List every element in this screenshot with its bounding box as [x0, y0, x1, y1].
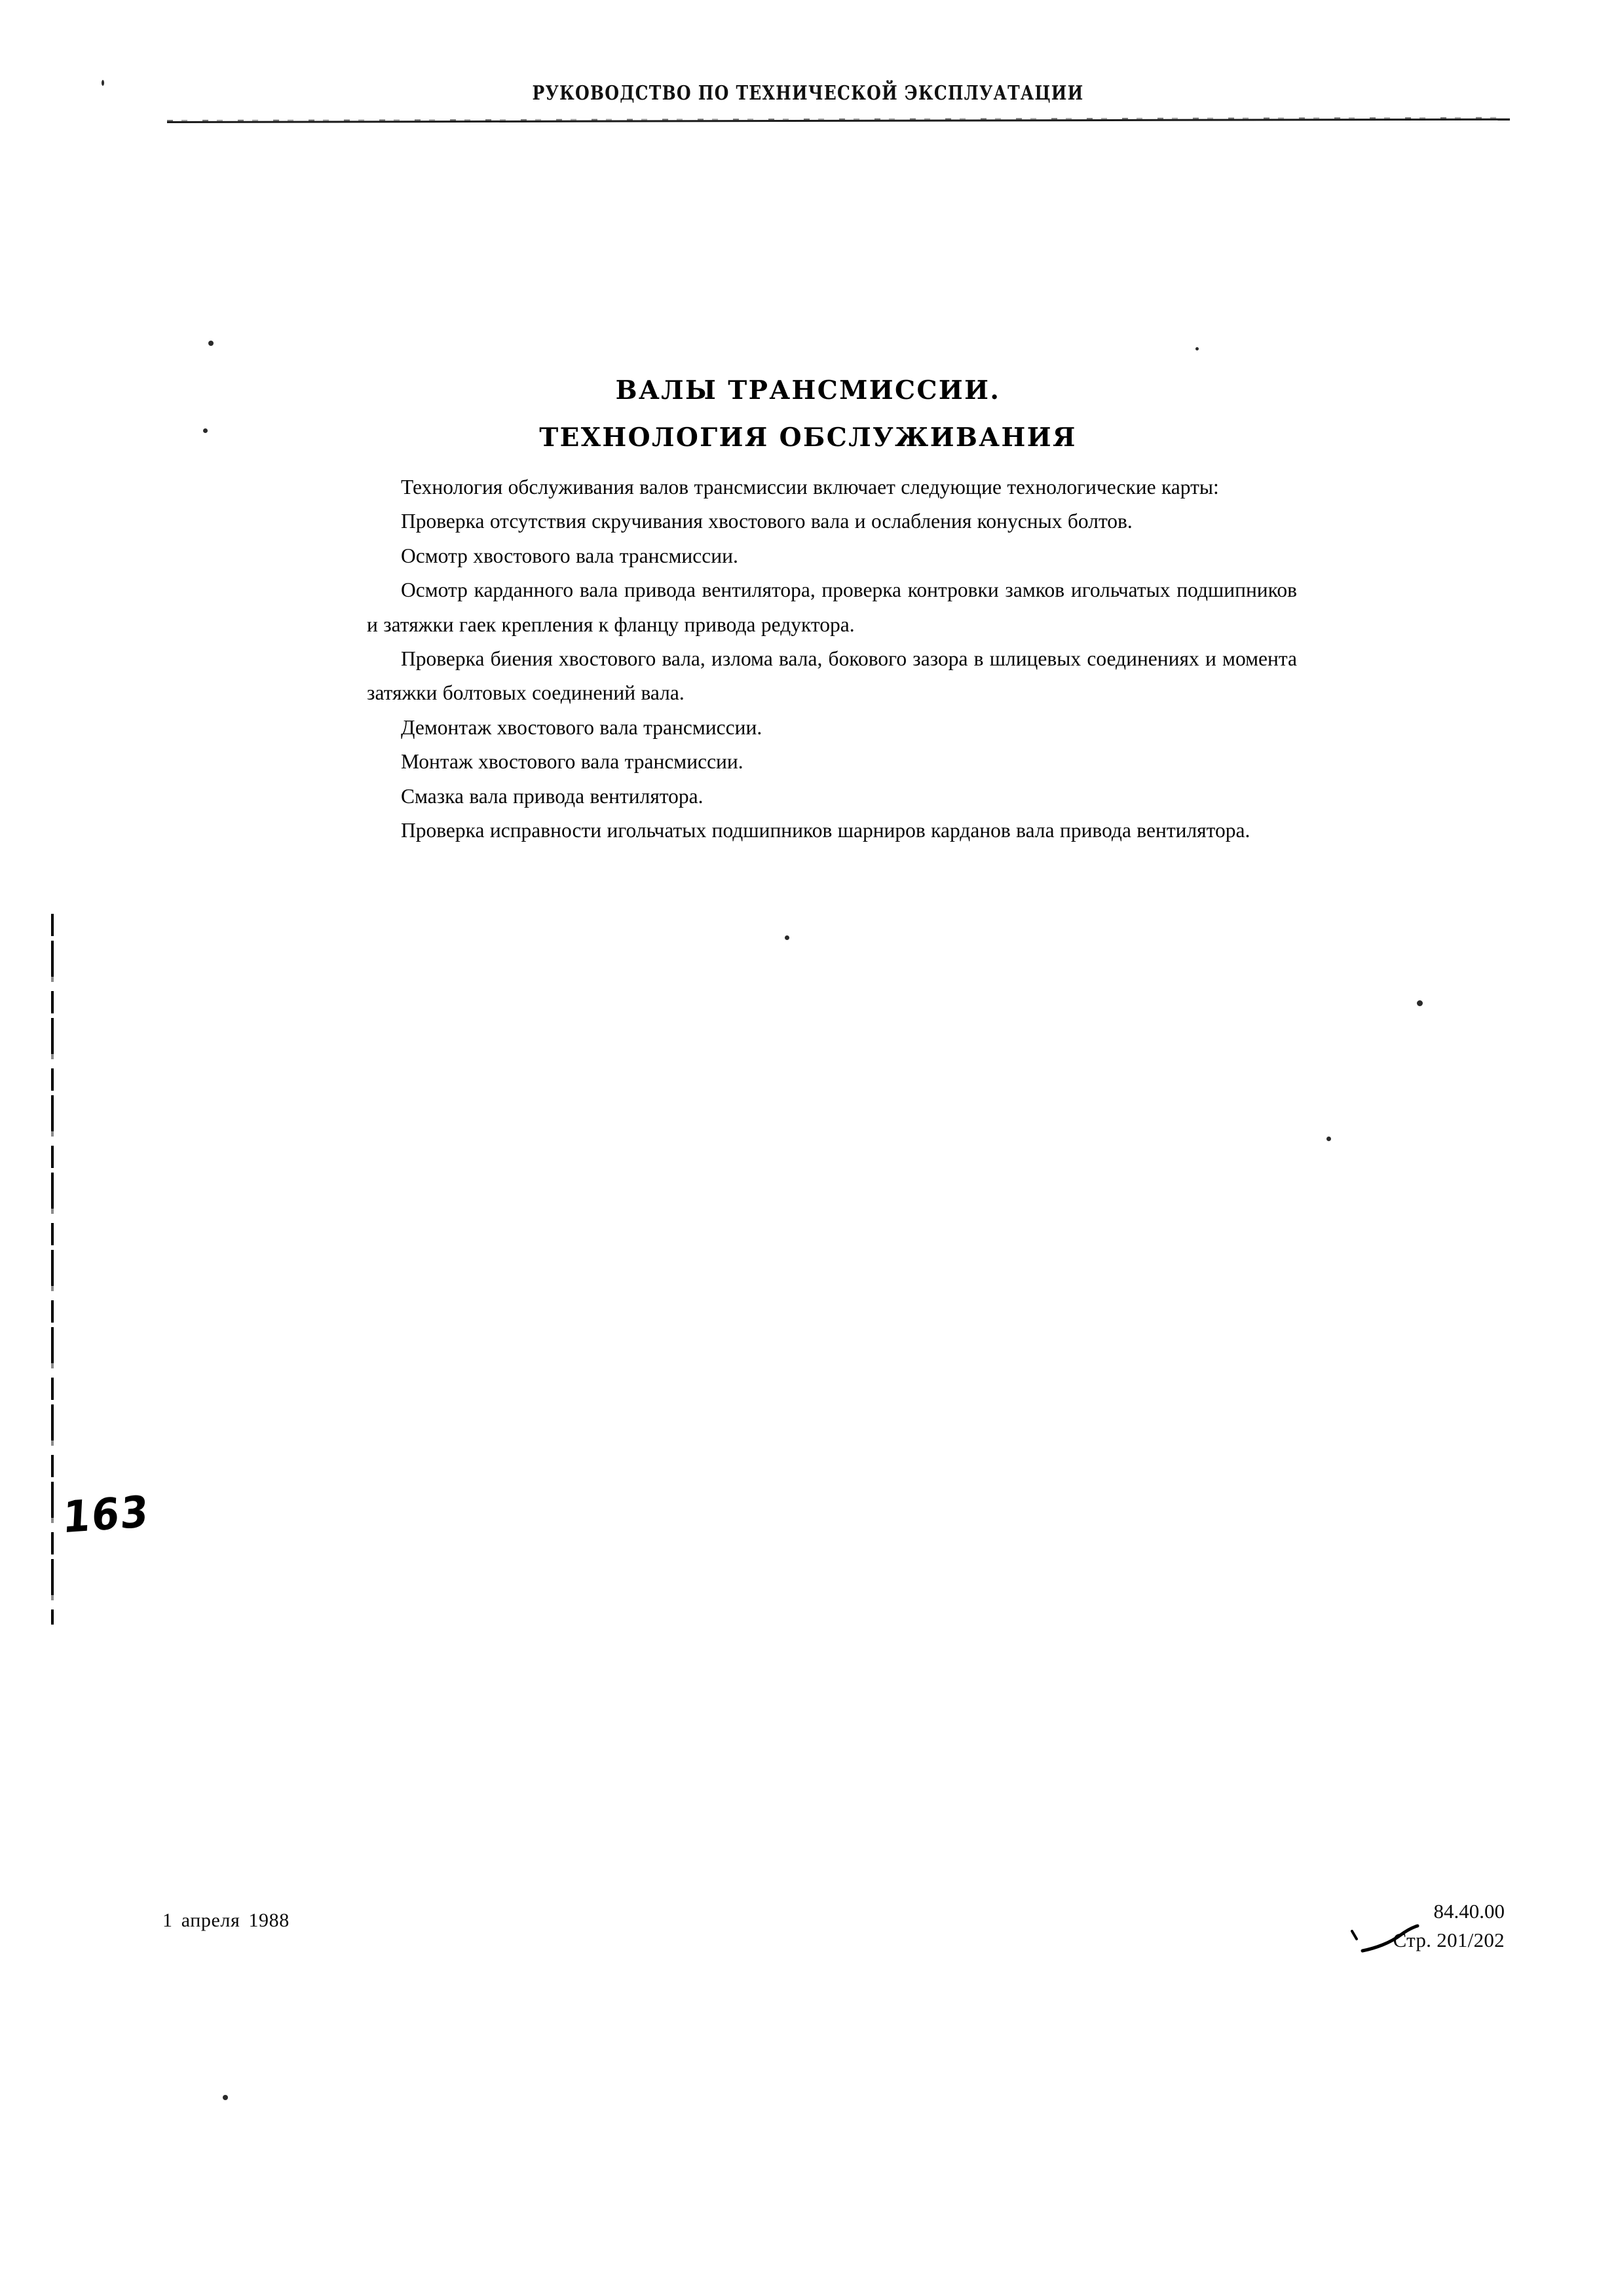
body-paragraph: Проверка исправности игольчатых подшипников шарниров карданов вала привода вентилятора.	[401, 819, 1250, 842]
scan-speck	[208, 341, 214, 346]
body-paragraph: Технология обслуживания валов трансмиссии включает следующие технологические карты:	[401, 476, 1219, 499]
page-title-line-1: ВАЛЫ ТРАНСМИССИИ.	[615, 375, 1001, 405]
scan-speck	[203, 428, 208, 433]
scan-speck	[102, 80, 104, 86]
scan-speck	[223, 2095, 228, 2100]
page-title	[0, 367, 1616, 461]
footer-date: 1 апреля 1988	[162, 1910, 290, 1931]
footer-doc-number: 84.40.00	[1433, 1900, 1505, 1923]
body-paragraph: Монтаж хвостового вала трансмиссии.	[401, 750, 743, 774]
body-paragraph: Демонтаж хвостового вала трансмиссии.	[401, 715, 762, 739]
body-paragraph: Осмотр карданного вала привода вентилятора, проверка контровки замков игольчатых подшипников и затяжки гаек крепления к фланцу привода редуктора.	[367, 578, 1297, 636]
footer-page-label: Стр. 201/202	[1393, 1929, 1505, 1951]
scan-speck	[1195, 347, 1199, 350]
body-text	[367, 470, 1297, 848]
scan-speck	[1417, 1000, 1423, 1006]
running-header: РУКОВОДСТВО ПО ТЕХНИЧЕСКОЙ ЭКСПЛУАТАЦИИ	[532, 82, 1084, 105]
body-paragraph: Смазка вала привода вентилятора.	[401, 784, 704, 808]
handwritten-margin-number: 163	[61, 1486, 151, 1543]
body-paragraph: Осмотр хвостового вала трансмиссии.	[401, 544, 738, 567]
body-paragraph: Проверка отсутствия скручивания хвостового вала и ослабления конусных болтов.	[401, 510, 1133, 533]
scan-speck	[1326, 1137, 1331, 1141]
header-rule	[167, 119, 1510, 123]
body-paragraph: Проверка биения хвостового вала, излома вала, бокового зазора в шлицевых соединениях и момента затяжки болтовых соединений вала.	[367, 647, 1297, 705]
handwritten-pen-stroke	[1349, 1919, 1435, 1953]
scan-speck	[785, 935, 789, 940]
scan-line-artifact	[51, 914, 54, 1625]
page-title-line-2: ТЕХНОЛОГИЯ ОБСЛУЖИВАНИЯ	[539, 423, 1077, 453]
